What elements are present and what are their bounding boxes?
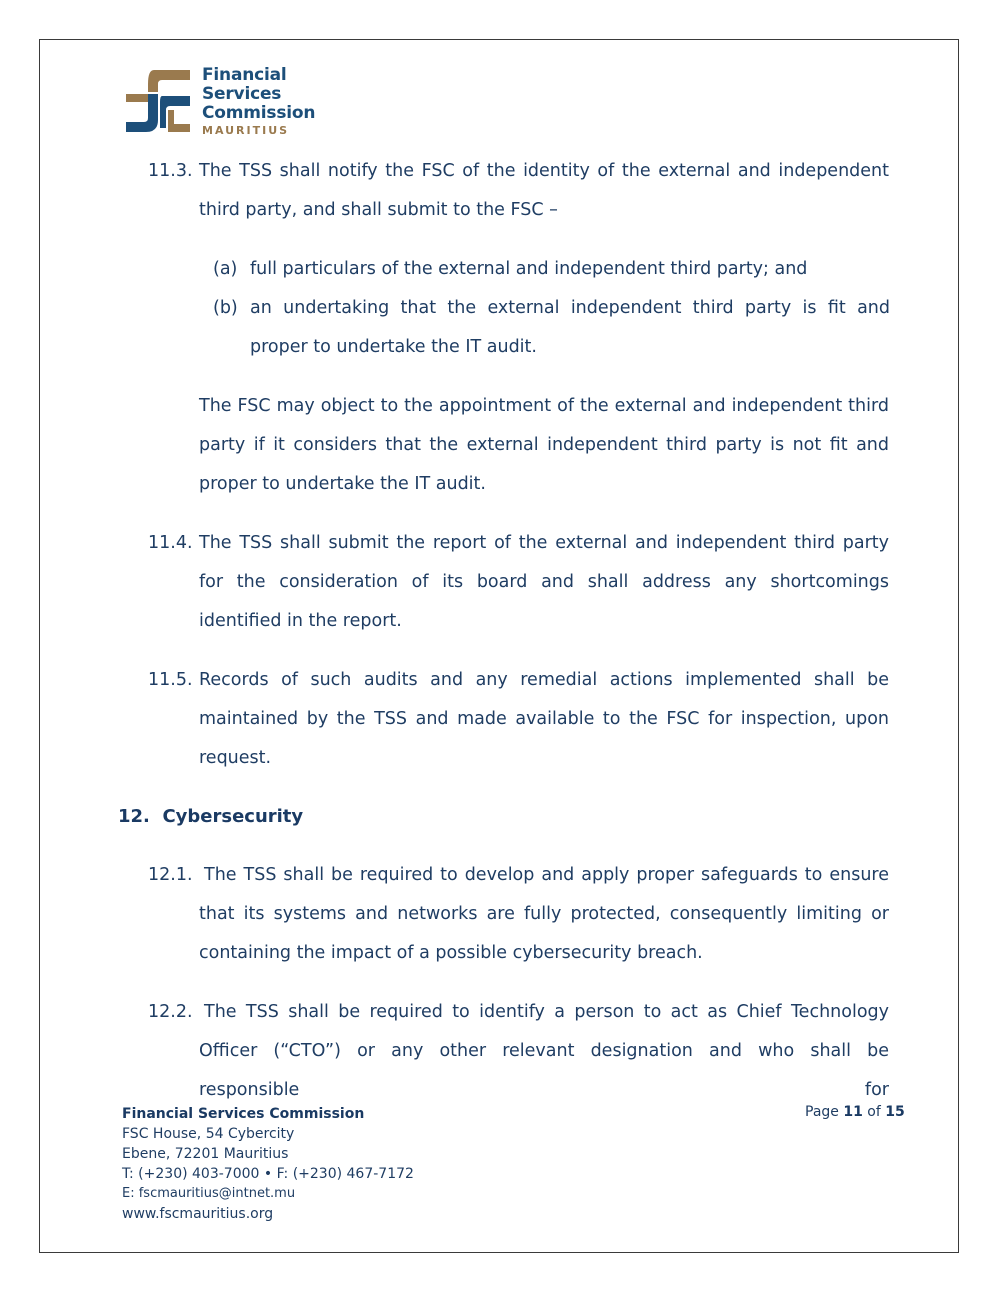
footer-org-name: Financial Services Commission — [122, 1106, 365, 1122]
logo-line-3: Commission — [202, 103, 316, 123]
clause-11-3-note: The FSC may object to the appointment of the external and independent third party if it considers that the external independent third party is not fit and proper to undertake the IT audit. — [199, 396, 889, 494]
clause-12-1-text: The TSS shall be required to develop and apply proper safeguards to ensure that its systems and networks are fully protected, consequently limiting or containing the impact of a possible cybersecurity breach. — [199, 865, 889, 963]
logo-line-1: Financial — [202, 65, 287, 85]
section-12-number: 12. — [118, 806, 150, 827]
footer-address-1: FSC House, 54 Cybercity — [122, 1126, 295, 1142]
clause-11-3-text: The TSS shall notify the FSC of the identity of the external and independent third party, and shall submit to the FSC – — [199, 161, 889, 220]
clause-11-4-number: 11.4. — [148, 533, 193, 553]
section-12-title: Cybersecurity — [162, 806, 304, 827]
footer-phone: T: (+230) 403-7000 • F: (+230) 467-7172 — [122, 1166, 414, 1182]
fsc-logo — [124, 66, 344, 138]
footer-email: E: fscmauritius@intnet.mu — [122, 1186, 296, 1201]
page-number — [805, 1104, 905, 1120]
logo-subtitle: MAURITIUS — [202, 124, 290, 137]
clause-11-3-a-label: (a) — [213, 259, 238, 279]
footer-website[interactable]: www.fscmauritius.org — [122, 1206, 274, 1222]
page-current: 11 — [843, 1104, 863, 1120]
page-total: 15 — [885, 1104, 905, 1120]
fsc-logo-mark-icon — [124, 66, 194, 134]
clause-11-3-b-label: (b) — [213, 298, 238, 318]
clause-12-2-number: 12.2. — [148, 1002, 193, 1022]
clause-11-4-text: The TSS shall submit the report of the external and independent third party for the consideration of its board and shall address any shortcomings identified in the report. — [199, 533, 889, 631]
clause-11-3-b-text: an undertaking that the external independent third party is fit and proper to undertake the IT audit. — [250, 298, 890, 357]
clause-11-3-number: 11.3. — [148, 161, 193, 181]
section-12-heading — [118, 806, 303, 827]
clause-12-1-number: 12.1. — [148, 865, 193, 885]
page-footer — [122, 1104, 414, 1224]
page-of: of — [867, 1104, 881, 1120]
page-label: Page — [805, 1104, 839, 1120]
clause-12-2-text: The TSS shall be required to identify a person to act as Chief Technology Officer (“CTO”) or any other relevant designation and who shall be responsible for — [199, 1002, 889, 1100]
clause-11-5-text: Records of such audits and any remedial actions implemented shall be maintained by the TSS and made available to the FSC for inspection, upon request. — [199, 670, 889, 768]
clause-11-3-a-text: full particulars of the external and independent third party; and — [250, 259, 808, 279]
logo-wordmark — [202, 66, 315, 137]
clause-11-5-number: 11.5. — [148, 670, 193, 690]
footer-address-2: Ebene, 72201 Mauritius — [122, 1146, 289, 1162]
logo-line-2: Services — [202, 84, 282, 104]
